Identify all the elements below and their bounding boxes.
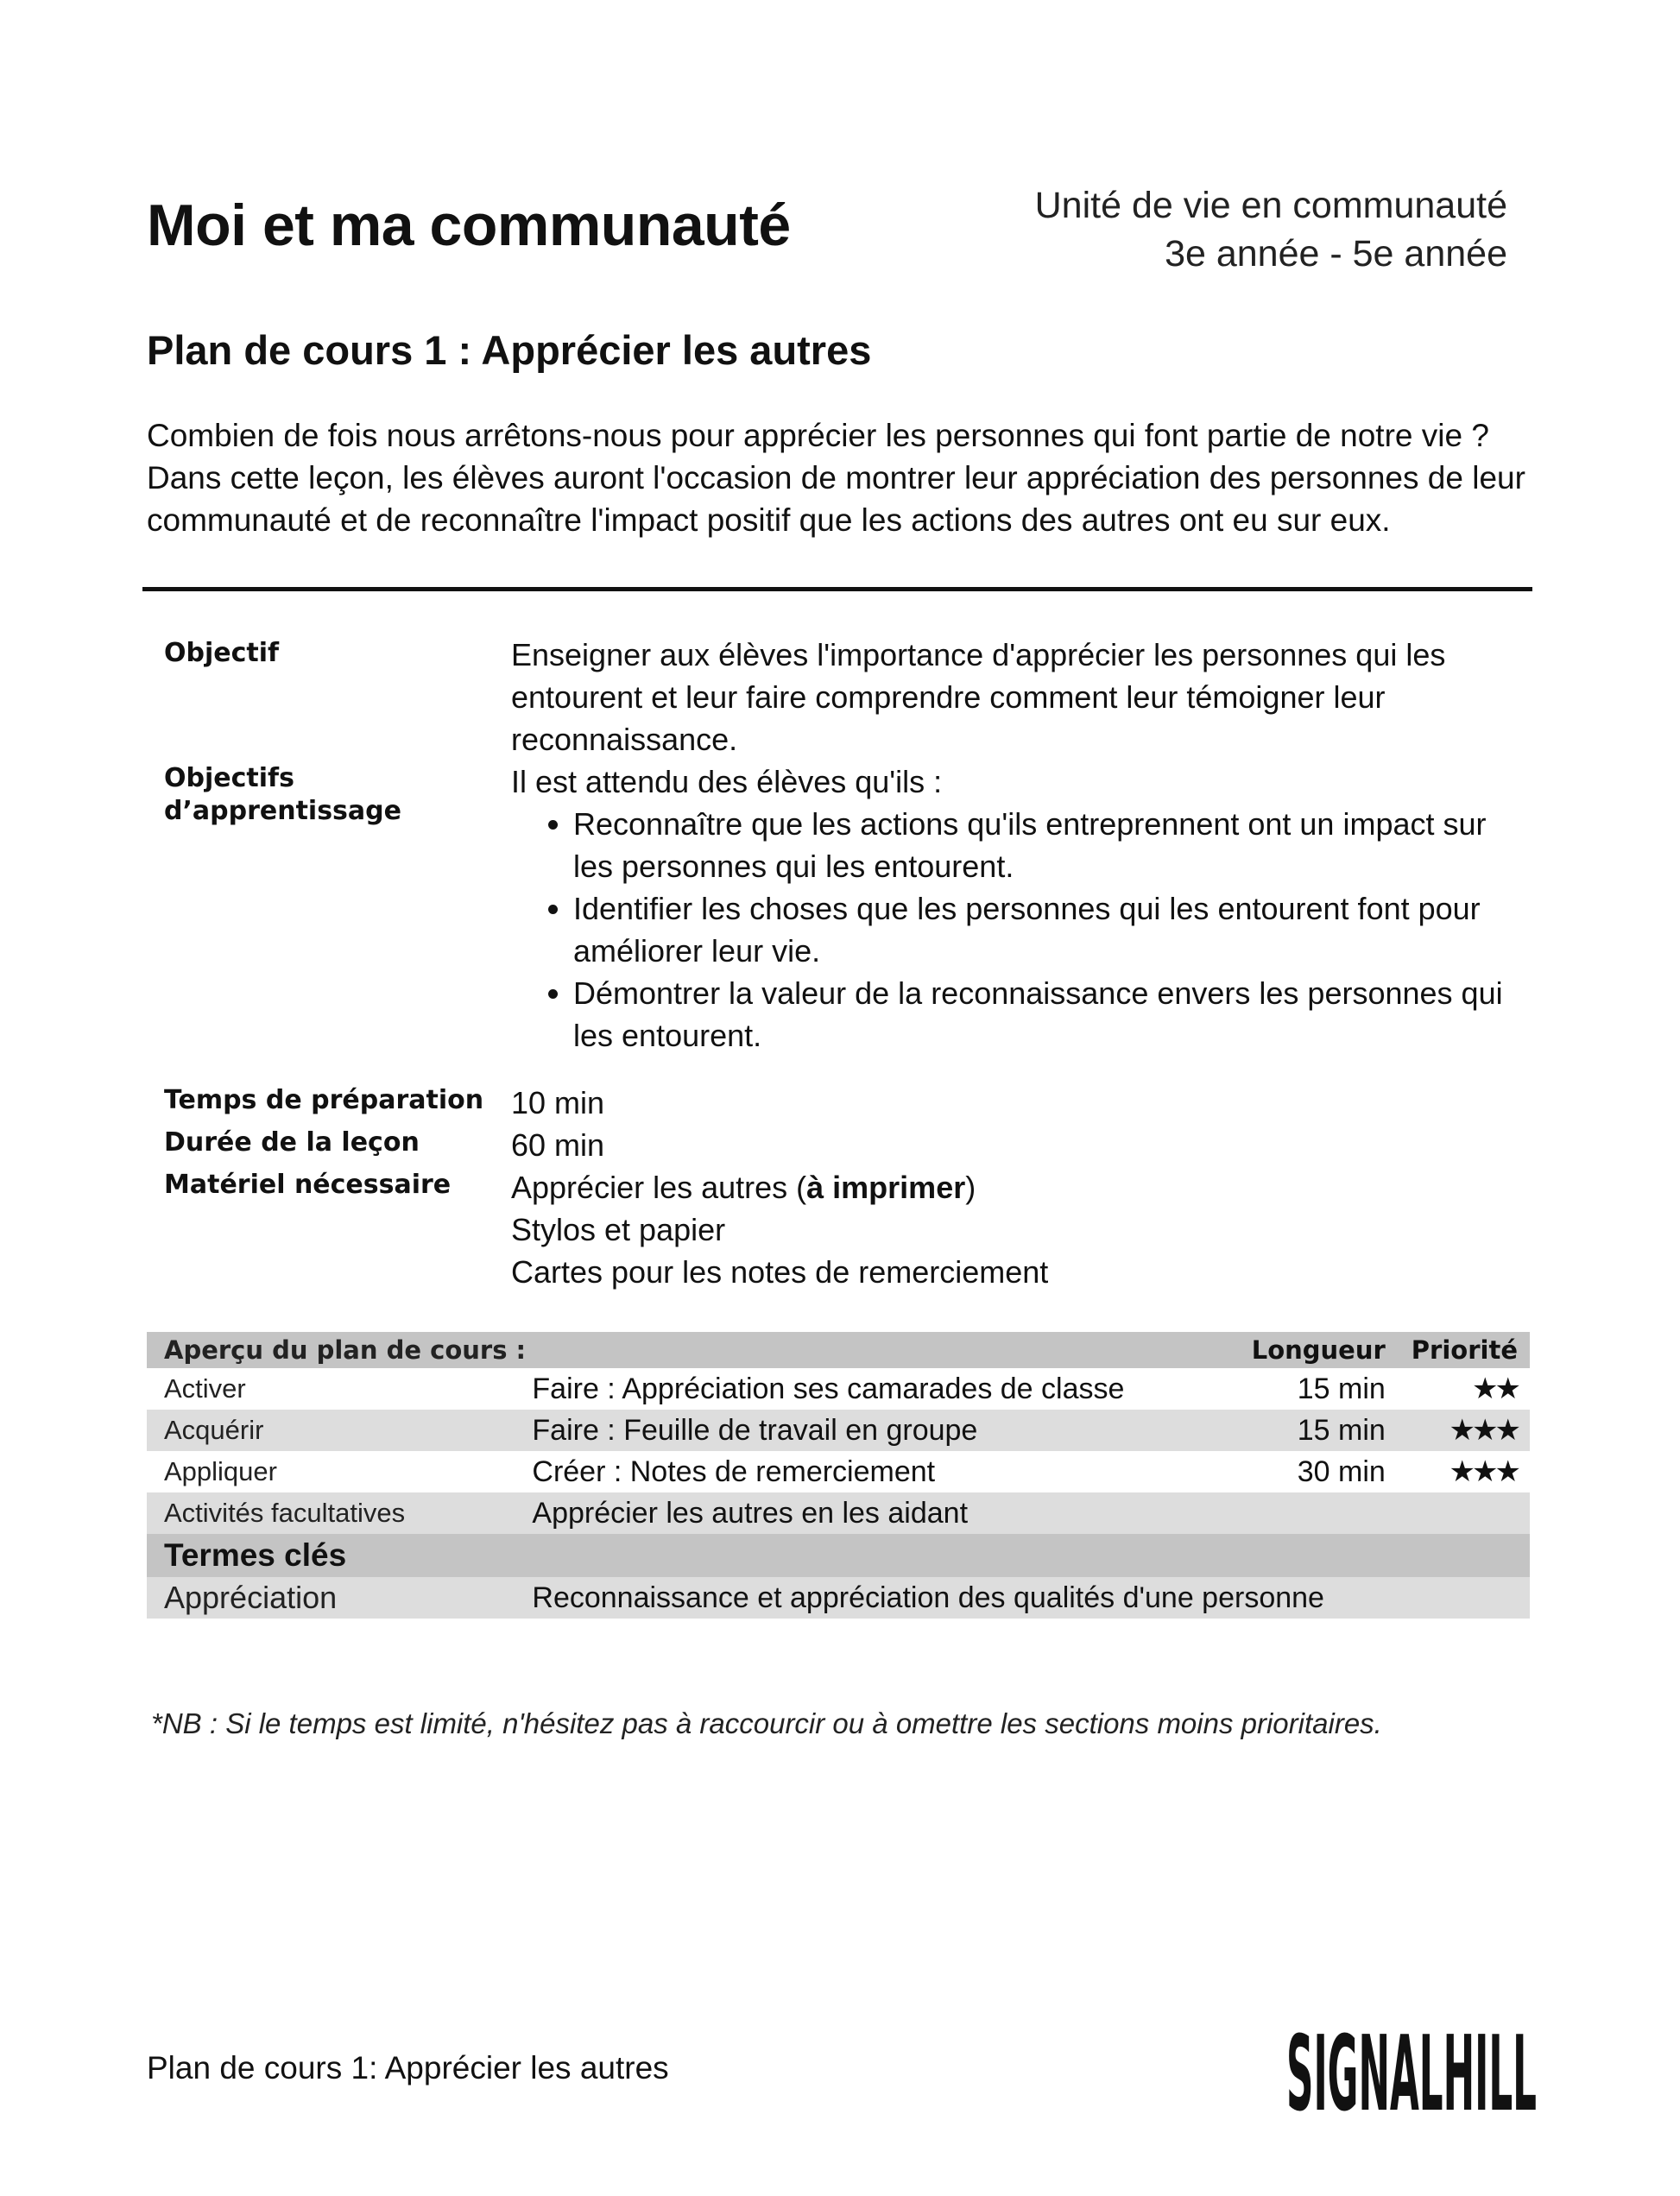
unit-name: Unité de vie en communauté	[1034, 185, 1507, 226]
learning-goals-intro: Il est attendu des élèves qu'ils :	[511, 764, 943, 799]
material-item: Stylos et papier	[511, 1212, 726, 1247]
prep-values	[511, 1082, 1048, 1293]
priority-stars	[1394, 1492, 1530, 1534]
footnote: *NB : Si le temps est limité, n'hésitez pas à raccourcir ou à omettre les sections moins prioritaires.	[151, 1707, 1382, 1739]
key-term: Appréciation	[147, 1577, 515, 1619]
activity-cell: Faire : Appréciation ses camarades de classe	[532, 1372, 1125, 1405]
section-divider	[142, 587, 1532, 591]
activity-cell: Créer : Notes de remerciement	[532, 1455, 936, 1488]
priority-stars: ★★★	[1449, 1455, 1518, 1488]
priority-stars: ★★★	[1394, 1410, 1530, 1451]
key-term-row	[147, 1577, 1530, 1619]
grade-range: 3e année - 5e année	[1165, 233, 1507, 274]
signalhill-logo	[1286, 2025, 1537, 2120]
overview-heading: Aperçu du plan de cours :	[147, 1332, 1204, 1368]
length-cell: 15 min	[1297, 1372, 1386, 1405]
overview-header-row	[147, 1332, 1530, 1368]
material-item-suffix: )	[965, 1170, 976, 1205]
key-term-definition: Reconnaissance et appréciation des qualités d'une personne	[515, 1577, 1530, 1619]
activity-cell: Faire : Feuille de travail en groupe	[515, 1410, 1204, 1451]
list-item: • Identifier les choses que les personnes qui les entourent font pour améliorer leur vie.	[573, 887, 1530, 972]
table-row	[147, 1451, 1530, 1492]
logo-text: SIGNALHILL	[1286, 2025, 1537, 2120]
learning-goals-list	[511, 803, 1530, 1057]
phase-label: Activer	[164, 1373, 246, 1404]
activity-cell: Apprécier les autres en les aidant	[515, 1492, 1204, 1534]
learning-goals-label-line2: d’apprentissage	[164, 796, 401, 826]
learning-goals-label-line1: Objectifs	[164, 763, 294, 793]
key-terms-heading: Termes clés	[147, 1534, 1530, 1577]
phase-label: Acquérir	[147, 1410, 515, 1451]
phase-label: Activités facultatives	[147, 1492, 515, 1534]
table-row	[147, 1368, 1530, 1410]
priority-stars: ★★	[1472, 1372, 1518, 1405]
duration-value: 60 min	[511, 1127, 605, 1163]
printable-link[interactable]: à imprimer	[806, 1170, 966, 1205]
lesson-intro: Combien de fois nous arrêtons-nous pour apprécier les personnes qui font partie de notre vie ? Dans cette leçon, les élèves auront l'occasion de montrer leur appréciation des personnes de leur communauté et de reconnaître l'impact positif que les actions des autres ont eu sur eux.	[147, 418, 1525, 538]
prep-time-value: 10 min	[511, 1085, 605, 1120]
objective-label: Objectif	[164, 638, 280, 668]
list-item: • Reconnaître que les actions qu'ils entreprennent ont un impact sur les personnes qui les entourent.	[573, 803, 1530, 887]
material-item-text: Apprécier les autres (	[511, 1170, 807, 1205]
prep-time-label: Temps de préparation	[164, 1085, 484, 1115]
learning-goals	[511, 760, 1530, 1057]
length-cell: 30 min	[1297, 1455, 1386, 1488]
phase-label: Appliquer	[164, 1456, 277, 1486]
objective-text: Enseigner aux élèves l'importance d'apprécier les personnes qui les entourent et leur faire comprendre comment leur témoigner leur reconnaissance.	[511, 637, 1446, 757]
priority-header: Priorité	[1394, 1332, 1530, 1368]
lesson-title: Plan de cours 1 : Apprécier les autres	[147, 327, 872, 373]
page-title: Moi et ma communauté	[147, 192, 791, 258]
list-item: • Démontrer la valeur de la reconnaissance envers les personnes qui les entourent.	[573, 972, 1530, 1057]
length-cell	[1204, 1492, 1394, 1534]
materials-label: Matériel nécessaire	[164, 1170, 452, 1200]
table-row	[147, 1492, 1530, 1534]
lesson-overview-table	[147, 1332, 1530, 1619]
unit-block	[1035, 181, 1507, 278]
table-row	[147, 1410, 1530, 1451]
duration-label: Durée de la leçon	[164, 1127, 420, 1158]
key-terms-header-row	[147, 1534, 1530, 1577]
learning-goals-label	[164, 762, 401, 828]
footer-title: Plan de cours 1: Apprécier les autres	[147, 2050, 669, 2086]
length-cell: 15 min	[1204, 1410, 1394, 1451]
material-item: Cartes pour les notes de remerciement	[511, 1254, 1049, 1290]
length-header: Longueur	[1204, 1332, 1394, 1368]
material-item-printable	[511, 1166, 1048, 1208]
